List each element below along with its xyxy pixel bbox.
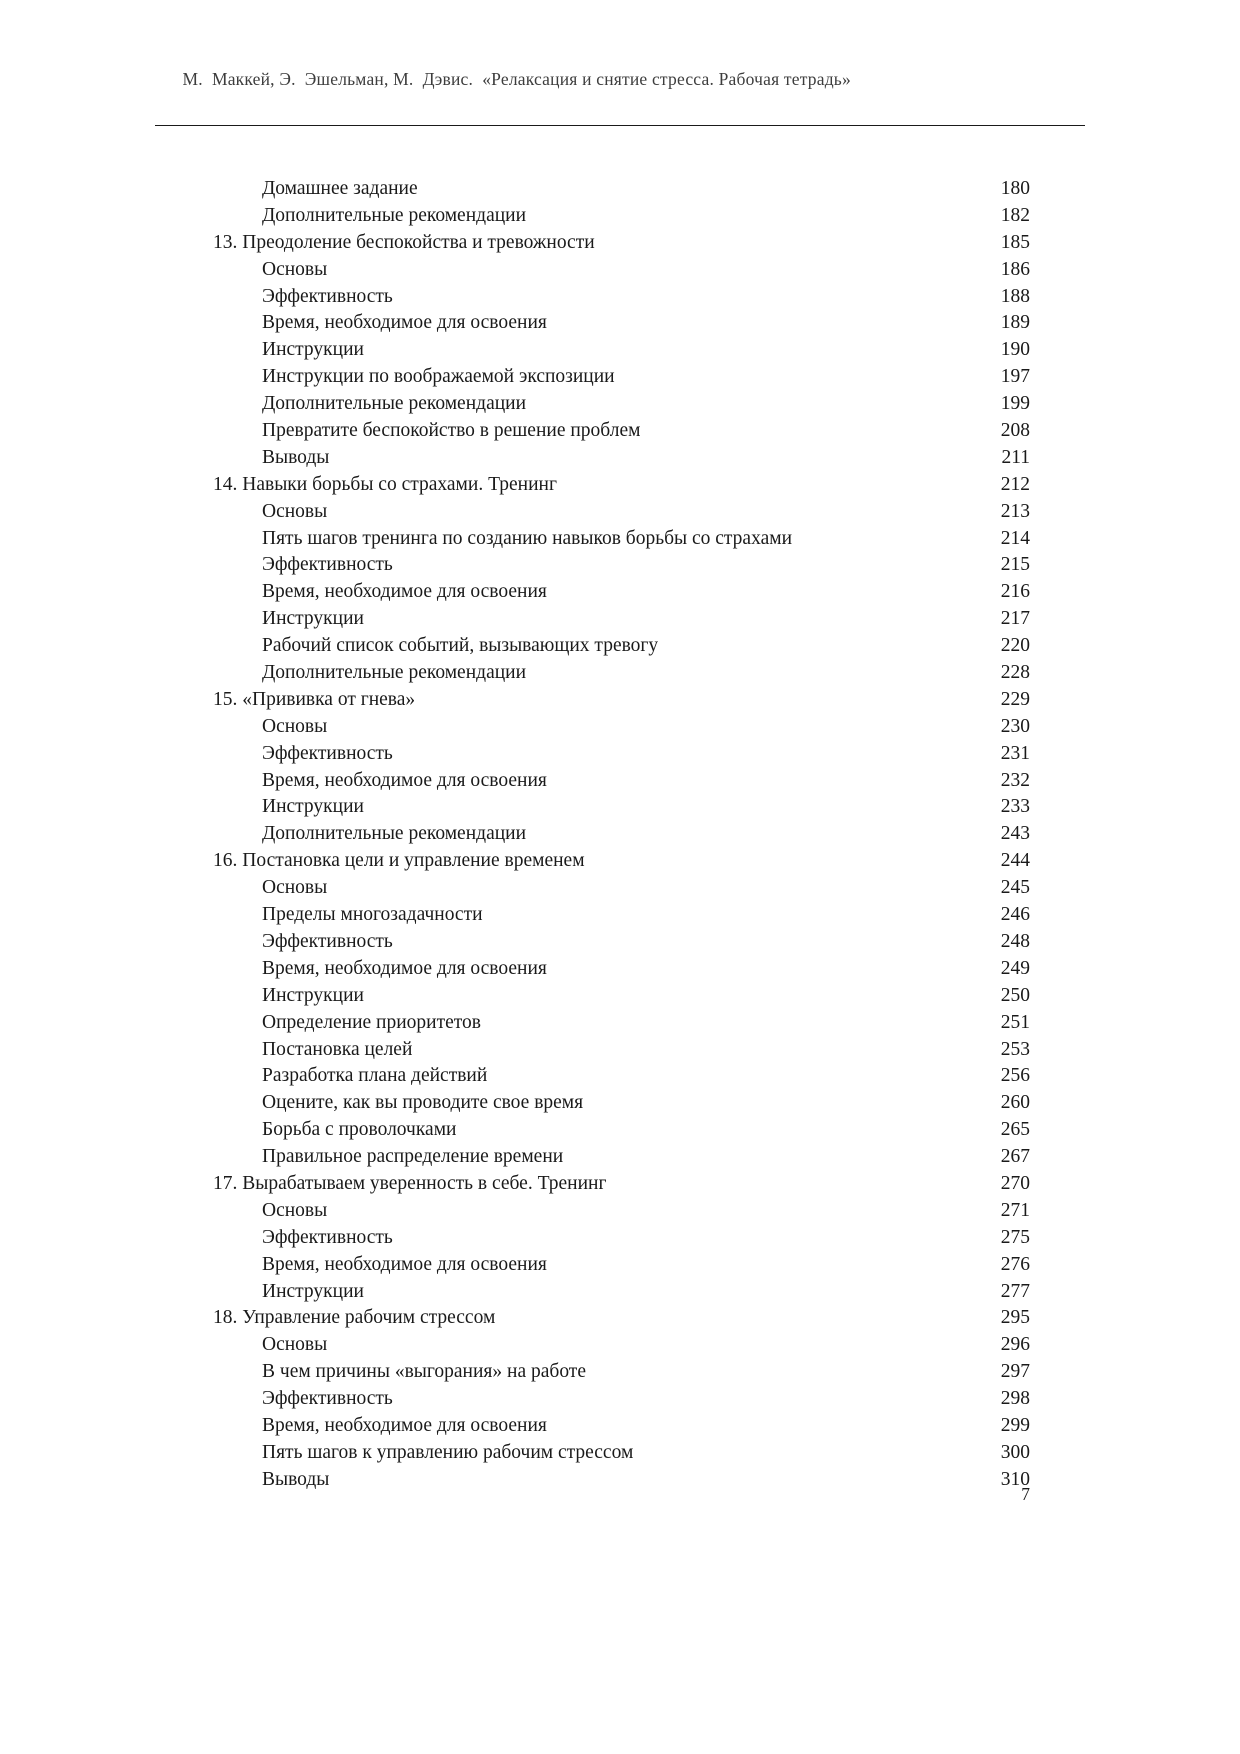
toc-entry-label: Рабочий список событий, вызывающих тревогу: [262, 635, 659, 657]
toc-entry: [213, 633, 1030, 660]
toc-entry: [213, 1252, 1030, 1279]
toc-entry-label: Основы: [262, 715, 328, 737]
toc-entry-page-number: 212: [1000, 473, 1030, 495]
toc-entry: [213, 1386, 1030, 1413]
toc-entry-label: Дополнительные рекомендации: [262, 204, 527, 226]
page-footer: [1021, 1484, 1030, 1505]
toc-entry-page-number: 260: [1000, 1092, 1030, 1114]
toc-entry-page-number: 190: [1000, 339, 1030, 361]
toc-entry-label: Эффективность: [262, 742, 393, 764]
toc-entry: [213, 1467, 1030, 1494]
toc-entry-label: Разработка плана действий: [262, 1065, 488, 1087]
toc-entry-label: Пределы многозадачности: [262, 904, 483, 926]
toc-entry-label: Правильное распределение времени: [262, 1146, 564, 1168]
toc-entry-label: 15. «Прививка от гнева»: [213, 688, 416, 710]
toc-entry-page-number: 248: [1000, 930, 1030, 952]
toc-entry: [213, 1037, 1030, 1064]
toc-entry: [213, 257, 1030, 284]
toc-entry-page-number: 296: [1000, 1334, 1030, 1356]
toc-entry-page-number: 232: [1000, 769, 1030, 791]
toc-entry-label: 14. Навыки борьбы со страхами. Тренинг: [213, 473, 557, 495]
toc-entry-page-number: 297: [1000, 1361, 1030, 1383]
toc-entry: [213, 875, 1030, 902]
toc-entry: [213, 741, 1030, 768]
toc-entry: [213, 929, 1030, 956]
toc-entry-page-number: 270: [1000, 1172, 1030, 1194]
toc-entry-label: Постановка целей: [262, 1038, 413, 1060]
toc-entry: [213, 284, 1030, 311]
toc-entry: [213, 768, 1030, 795]
toc-entry-label: 18. Управление рабочим стрессом: [213, 1307, 496, 1329]
toc-entry: [213, 391, 1030, 418]
toc-entry-page-number: 213: [1000, 500, 1030, 522]
toc-entry: [213, 526, 1030, 553]
toc-entry-label: Время, необходимое для освоения: [262, 1414, 547, 1436]
page-content: [155, 0, 1085, 1494]
toc-entry-page-number: 185: [1000, 231, 1030, 253]
toc-entry-page-number: 277: [1000, 1280, 1030, 1302]
toc-entry-page-number: 276: [1000, 1253, 1030, 1275]
toc-entry-label: Превратите беспокойство в решение проблем: [262, 420, 641, 442]
table-of-contents: [213, 176, 1030, 1494]
toc-entry: [213, 499, 1030, 526]
toc-entry: [213, 579, 1030, 606]
toc-entry: [213, 1413, 1030, 1440]
toc-entry-label: Оцените, как вы проводите свое время: [262, 1092, 584, 1114]
toc-entry-label: Основы: [262, 1199, 328, 1221]
toc-entry-page-number: 199: [1000, 393, 1030, 415]
toc-entry-page-number: 253: [1000, 1038, 1030, 1060]
page-number: 7: [1021, 1484, 1030, 1504]
toc-entry-label: Инструкции: [262, 608, 364, 630]
toc-entry-label: Время, необходимое для освоения: [262, 769, 547, 791]
toc-entry-label: Инструкции: [262, 339, 364, 361]
toc-entry: [213, 472, 1030, 499]
toc-entry-page-number: 233: [1000, 796, 1030, 818]
toc-entry-label: Инструкции: [262, 1280, 364, 1302]
toc-entry-page-number: 208: [1000, 420, 1030, 442]
toc-entry-label: Время, необходимое для освоения: [262, 312, 547, 334]
toc-entry-label: Домашнее задание: [262, 178, 418, 199]
toc-entry-label: Время, необходимое для освоения: [262, 1253, 547, 1275]
toc-entry: [213, 687, 1030, 714]
toc-entry: [213, 714, 1030, 741]
toc-entry: [213, 660, 1030, 687]
toc-entry: [213, 794, 1030, 821]
toc-entry-page-number: 246: [1000, 904, 1030, 926]
toc-entry-label: Дополнительные рекомендации: [262, 823, 527, 845]
toc-entry: [213, 337, 1030, 364]
toc-entry: [213, 1171, 1030, 1198]
toc-entry-page-number: 211: [1001, 446, 1030, 468]
toc-entry-label: Борьба с проволочками: [262, 1119, 457, 1141]
toc-entry: [213, 230, 1030, 257]
toc-entry: [213, 445, 1030, 472]
toc-entry: [213, 1144, 1030, 1171]
toc-entry-page-number: 310: [1000, 1468, 1030, 1490]
toc-entry-label: Пять шагов к управлению рабочим стрессом: [262, 1441, 634, 1463]
toc-entry-label: Основы: [262, 500, 328, 522]
toc-entry-page-number: 216: [1000, 581, 1030, 603]
toc-entry: [213, 1332, 1030, 1359]
toc-entry-label: Дополнительные рекомендации: [262, 662, 527, 684]
toc-entry-page-number: 230: [1000, 715, 1030, 737]
header-rule: [155, 125, 1085, 126]
toc-entry-page-number: 295: [1000, 1307, 1030, 1329]
toc-entry-page-number: 251: [1000, 1011, 1030, 1033]
toc-entry: [213, 956, 1030, 983]
toc-entry-label: 16. Постановка цели и управление временем: [213, 850, 585, 872]
toc-entry-page-number: 182: [1000, 204, 1030, 226]
toc-entry-page-number: 214: [1000, 527, 1030, 549]
toc-entry: [213, 902, 1030, 929]
toc-entry-label: Эффективность: [262, 1226, 393, 1248]
toc-entry-label: Эффективность: [262, 1388, 393, 1410]
toc-entry: [213, 1010, 1030, 1037]
running-title: М. Маккей, Э. Эшельман, М. Дэвис. «Релаксация и снятие стресса. Рабочая тетрадь»: [182, 69, 851, 89]
toc-entry-page-number: 188: [1000, 285, 1030, 307]
toc-entry-page-number: 256: [1000, 1065, 1030, 1087]
toc-entry-label: Дополнительные рекомендации: [262, 393, 527, 415]
toc-entry-label: Пять шагов тренинга по созданию навыков борьбы со страхами: [262, 527, 793, 549]
toc-entry-label: Эффективность: [262, 285, 393, 307]
toc-entry-label: Эффективность: [262, 930, 393, 952]
toc-entry: [213, 552, 1030, 579]
page-header: [155, 0, 1085, 111]
toc-entry: [213, 1225, 1030, 1252]
toc-entry-page-number: 243: [1000, 823, 1030, 845]
toc-entry: [213, 1198, 1030, 1225]
toc-entry-label: Инструкции по воображаемой экспозиции: [262, 366, 615, 388]
toc-entry-page-number: 300: [1000, 1441, 1030, 1463]
toc-entry-page-number: 299: [1000, 1414, 1030, 1436]
toc-entry-page-number: 231: [1000, 742, 1030, 764]
toc-entry-page-number: 229: [1000, 688, 1030, 710]
toc-entry: [213, 1117, 1030, 1144]
toc-entry: [213, 1279, 1030, 1306]
toc-entry-page-number: 186: [1000, 258, 1030, 280]
toc-entry-page-number: 265: [1000, 1119, 1030, 1141]
toc-entry-page-number: 271: [1000, 1199, 1030, 1221]
toc-entry-page-number: 250: [1000, 984, 1030, 1006]
toc-entry-page-number: 245: [1000, 877, 1030, 899]
toc-entry-page-number: 267: [1000, 1146, 1030, 1168]
toc-entry: [213, 606, 1030, 633]
toc-entry-page-number: 249: [1000, 957, 1030, 979]
toc-entry: [213, 1063, 1030, 1090]
toc-entry: [213, 310, 1030, 337]
toc-entry: [213, 983, 1030, 1010]
toc-entry-label: Время, необходимое для освоения: [262, 957, 547, 979]
toc-entry-label: Время, необходимое для освоения: [262, 581, 547, 603]
toc-entry-label: Инструкции: [262, 984, 364, 1006]
toc-entry-page-number: 180: [1000, 178, 1030, 199]
toc-entry-label: 17. Вырабатываем уверенность в себе. Тренинг: [213, 1172, 607, 1194]
toc-entry-label: Основы: [262, 1334, 328, 1356]
toc-entry: [213, 1359, 1030, 1386]
toc-entry: [213, 1090, 1030, 1117]
toc-entry-label: В чем причины «выгорания» на работе: [262, 1361, 586, 1383]
toc-entry: [213, 203, 1030, 230]
toc-entry: [213, 1440, 1030, 1467]
toc-entry-page-number: 220: [1000, 635, 1030, 657]
toc-entry-label: Определение приоритетов: [262, 1011, 481, 1033]
toc-entry: [213, 418, 1030, 445]
toc-entry-label: 13. Преодоление беспокойства и тревожности: [213, 231, 595, 253]
toc-entry-label: Основы: [262, 877, 328, 899]
toc-entry-label: Выводы: [262, 446, 330, 468]
toc-entry-page-number: 215: [1000, 554, 1030, 576]
toc-entry-page-number: 244: [1000, 850, 1030, 872]
toc-entry: [213, 364, 1030, 391]
toc-entry-label: Выводы: [262, 1468, 330, 1490]
toc-entry-label: Эффективность: [262, 554, 393, 576]
toc-entry-label: Инструкции: [262, 796, 364, 818]
toc-entry-label: Основы: [262, 258, 328, 280]
toc-entry-page-number: 197: [1000, 366, 1030, 388]
toc-entry: [213, 848, 1030, 875]
toc-entry: [213, 1305, 1030, 1332]
toc-entry: [213, 821, 1030, 848]
toc-entry-page-number: 298: [1000, 1388, 1030, 1410]
toc-entry-page-number: 189: [1000, 312, 1030, 334]
toc-entry-page-number: 275: [1000, 1226, 1030, 1248]
toc-entry: [213, 176, 1030, 203]
toc-entry-page-number: 228: [1000, 662, 1030, 684]
toc-entry-page-number: 217: [1000, 608, 1030, 630]
